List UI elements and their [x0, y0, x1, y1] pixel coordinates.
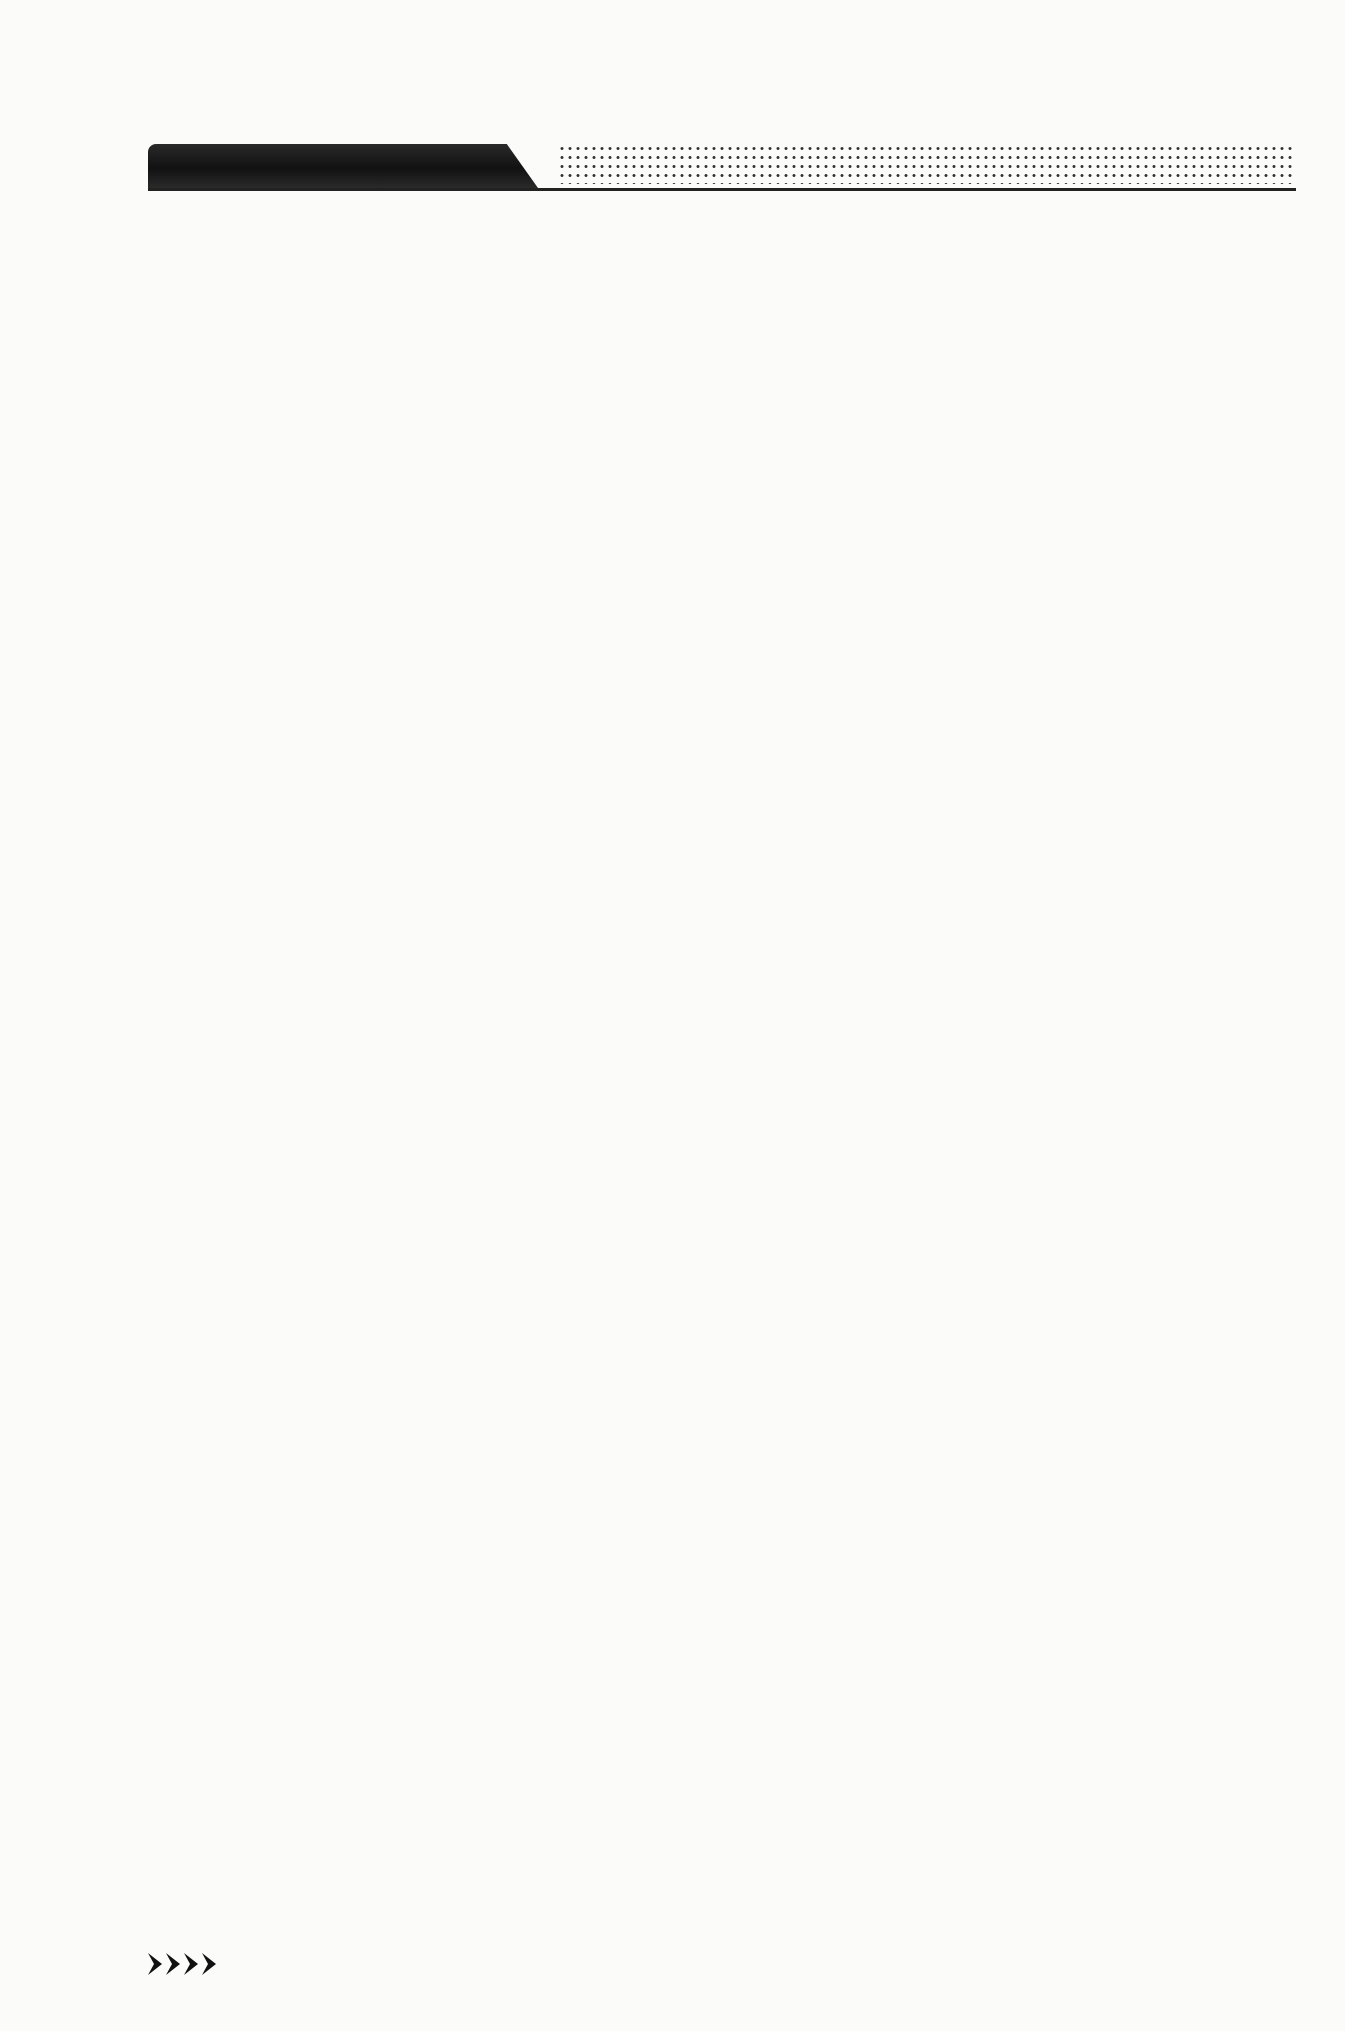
page-header — [148, 140, 1296, 196]
header-dot-pattern — [558, 144, 1294, 184]
header-tab — [148, 144, 538, 188]
footer-arrows-icon — [148, 1947, 228, 1981]
header-rule — [148, 188, 1296, 191]
